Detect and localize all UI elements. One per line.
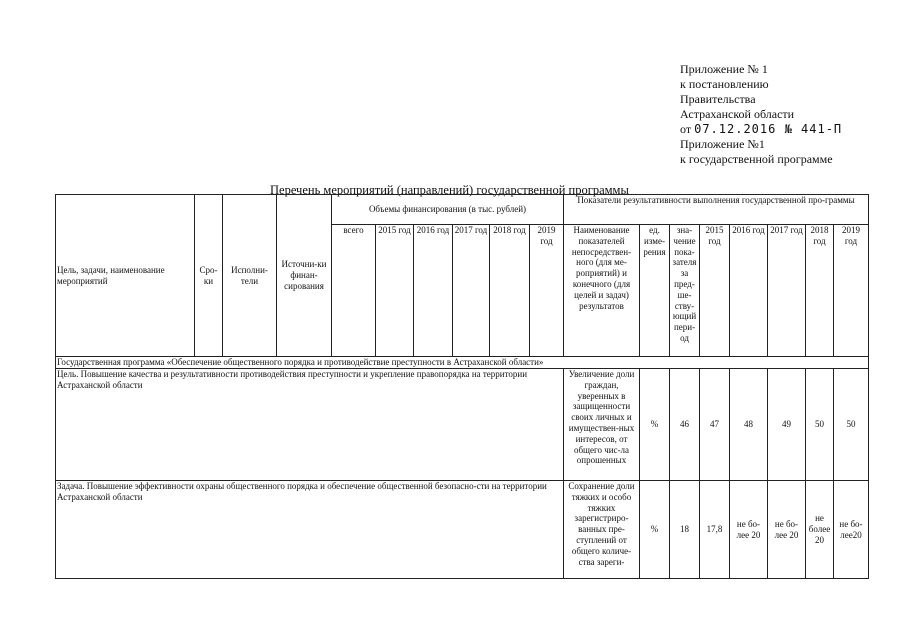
header-sources: Источни-ки финан-сирования	[277, 195, 332, 357]
appendix-line-7: к государственной программе	[680, 152, 833, 166]
goal-indicator: Увеличение доли граждан, уверенных в защищенности своих личных и имуществен-ных интересов, от общего чис-ла опрошенных	[564, 369, 640, 481]
goal-prev: 46	[670, 369, 700, 481]
table-row	[56, 481, 869, 579]
header-executors: Исполни-тели	[223, 195, 277, 357]
task-row-label: Задача. Повышение эффективности охраны общественного порядка и обеспечение общественной безопасно-сти на территории Астраханской области	[56, 481, 564, 579]
header-goal: Цель, задачи, наименование мероприятий	[56, 195, 195, 357]
appendix-line-3: Правительства	[680, 92, 756, 106]
header-fin-2015: 2015 год	[376, 225, 414, 357]
header-ind-2019: 2019 год	[834, 225, 869, 357]
appendix-line-4: Астраханской области	[680, 107, 795, 121]
header-financing: Объемы финансирования (в тыс. рублей)	[332, 195, 564, 225]
header-ind-2015: 2015 год	[700, 225, 730, 357]
date-prefix: от	[680, 122, 692, 136]
header-indicators: Показатели результативности выполнения государственной про-граммы	[564, 195, 869, 225]
document-title: Перечень мероприятий (направлений) государственной программы	[270, 183, 629, 197]
header-fin-2017: 2017 год	[453, 225, 490, 357]
header-ind-2016: 2016 год	[730, 225, 768, 357]
measures-table	[55, 194, 869, 579]
goal-unit: %	[640, 369, 670, 481]
goal-2015: 47	[700, 369, 730, 481]
header-terms: Сро-ки	[195, 195, 223, 357]
header-ind-2018: 2018 год	[806, 225, 834, 357]
task-2018: не более 20	[806, 481, 834, 579]
appendix-note	[680, 62, 842, 167]
goal-2017: 49	[768, 369, 806, 481]
appendix-line-1: Приложение № 1	[680, 62, 768, 76]
appendix-line-6: Приложение №1	[680, 137, 765, 151]
goal-2016: 48	[730, 369, 768, 481]
header-ind-2017: 2017 год	[768, 225, 806, 357]
goal-2018: 50	[806, 369, 834, 481]
table-row	[56, 369, 869, 481]
header-fin-2019: 2019 год	[530, 225, 564, 357]
program-row: Государственная программа «Обеспечение общественного порядка и противодействие преступности в Астраханской области»	[56, 357, 869, 369]
goal-2019: 50	[834, 369, 869, 481]
appendix-line-2: к постановлению	[680, 77, 769, 91]
task-2015: 17,8	[700, 481, 730, 579]
appendix-line-5	[680, 122, 842, 137]
task-2019: не бо-лее20	[834, 481, 869, 579]
task-2017: не бо-лее 20	[768, 481, 806, 579]
header-indicator-name: Наименование показателей непосредствен-ного (для ме-роприятий) и конечного (для целей и задач) результатов	[564, 225, 640, 357]
header-fin-2016: 2016 год	[414, 225, 453, 357]
header-fin-2018: 2018 год	[490, 225, 530, 357]
task-unit: %	[640, 481, 670, 579]
header-fin-total: всего	[332, 225, 376, 357]
header-prev-period: зна-чение пока-зателя за пред-ше-ству-ющий пери-од	[670, 225, 700, 357]
task-2016: не бо-лее 20	[730, 481, 768, 579]
header-unit: ед. изме-рения	[640, 225, 670, 357]
handwritten-date-number: 07.12.2016 № 441-П	[694, 122, 843, 136]
goal-row-label: Цель. Повышение качества и результативности противодействия преступности и укрепление правопорядка на территории Астраханской области	[56, 369, 564, 481]
task-indicator: Сохранение доли тяжких и особо тяжких зарегистриро-ванных пре-ступлений от общего количе-ства зареги-	[564, 481, 640, 579]
task-prev: 18	[670, 481, 700, 579]
